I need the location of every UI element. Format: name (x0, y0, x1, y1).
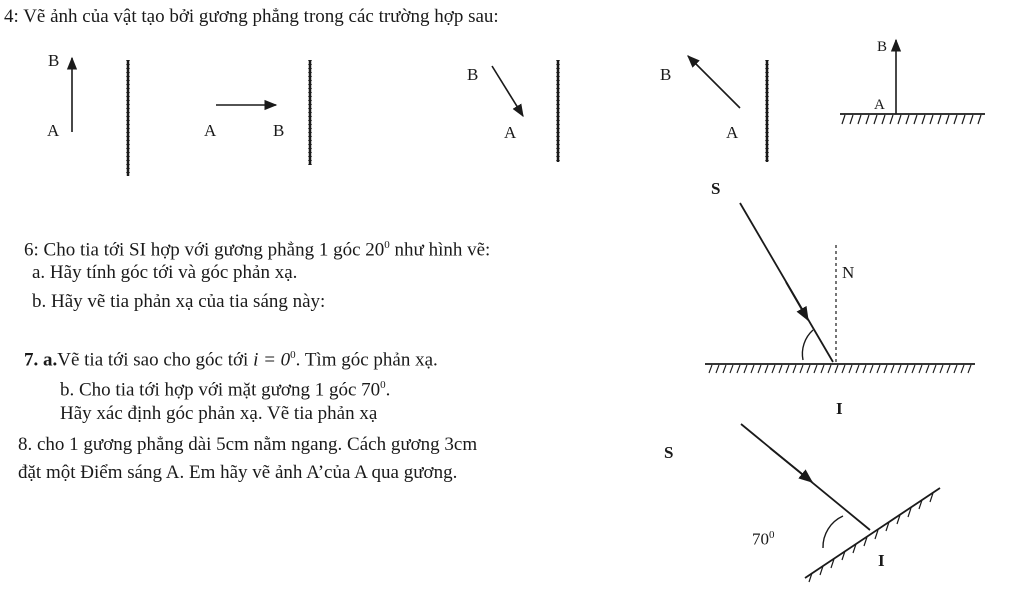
question-6-title-prefix: 6: Cho tia tới SI hợp với gương phẳng 1 góc (24, 239, 366, 261)
fig6-ray-arrow (786, 282, 808, 320)
question-7b-suffix: . (385, 379, 391, 401)
question-7a-equation: i = 0 (253, 349, 291, 371)
fig5-label-b: B (877, 39, 888, 55)
fig6-mirror (705, 364, 975, 373)
fig3-label-a: A (504, 123, 517, 142)
fig7-angle-value: 70 (752, 529, 769, 549)
fig7-ray-arrow (770, 448, 812, 482)
question-6-degree: 0 (384, 239, 390, 251)
fig4-object-arrow (688, 56, 740, 108)
fig6-label-s: S (711, 179, 721, 198)
question-4-body: Vẽ ảnh của vật tạo bởi gương phẳng trong các trường hợp sau: (23, 6, 499, 27)
question-8-line2: đặt một Điểm sáng A. Em hãy vẽ ảnh A’của A qua gương. (18, 462, 458, 483)
fig3-object-arrow (492, 66, 523, 116)
fig4-label-b: B (660, 65, 672, 84)
fig7-label-s: S (664, 443, 674, 462)
question-7a-suffix: . Tìm góc phản xạ. (295, 349, 438, 371)
fig3-label-b: B (467, 65, 479, 84)
question-7b-degree: 0 (380, 379, 386, 391)
fig7-label-angle (752, 526, 775, 549)
question-7b-prefix: b. Cho tia tới hợp với mặt gương 1 góc (60, 379, 362, 401)
fig5-label-a: A (874, 97, 885, 113)
fig7-label-i: I (878, 551, 885, 570)
question-6a: a. Hãy tính góc tới và góc phản xạ. (32, 262, 298, 283)
question-4-number: 4: (4, 6, 24, 27)
fig6-label-n: N (842, 263, 855, 282)
fig7-angle-arc (823, 516, 843, 548)
fig2-label-b: B (273, 121, 285, 140)
question-6-angle: 20 (365, 239, 385, 261)
fig1-label-a: A (47, 121, 60, 140)
question-6-title-suffix: như hình vẽ: (389, 239, 491, 261)
question-8-line1: 8. cho 1 gương phẳng dài 5cm nằm ngang. Cách gương 3cm (18, 434, 478, 455)
fig6-label-i: I (836, 399, 843, 418)
question-7-number: 7. a. (24, 349, 58, 371)
fig6-angle-arc (802, 330, 813, 360)
fig2-label-a: A (204, 121, 217, 140)
question-7b-line2: Hãy xác định góc phản xạ. Vẽ tia phản xạ (60, 403, 378, 424)
question-7a-prefix: Vẽ tia tới sao cho góc tới (57, 349, 254, 371)
question-6b: b. Hãy vẽ tia phản xạ của tia sáng này: (32, 291, 326, 312)
fig7-angle-degree: 0 (769, 529, 775, 541)
question-7a-degree: 0 (290, 349, 296, 361)
question-7b-angle: 70 (361, 379, 381, 401)
fig5-mirror (840, 114, 985, 124)
fig1-label-b: B (48, 51, 60, 70)
fig4-label-a: A (726, 123, 739, 142)
